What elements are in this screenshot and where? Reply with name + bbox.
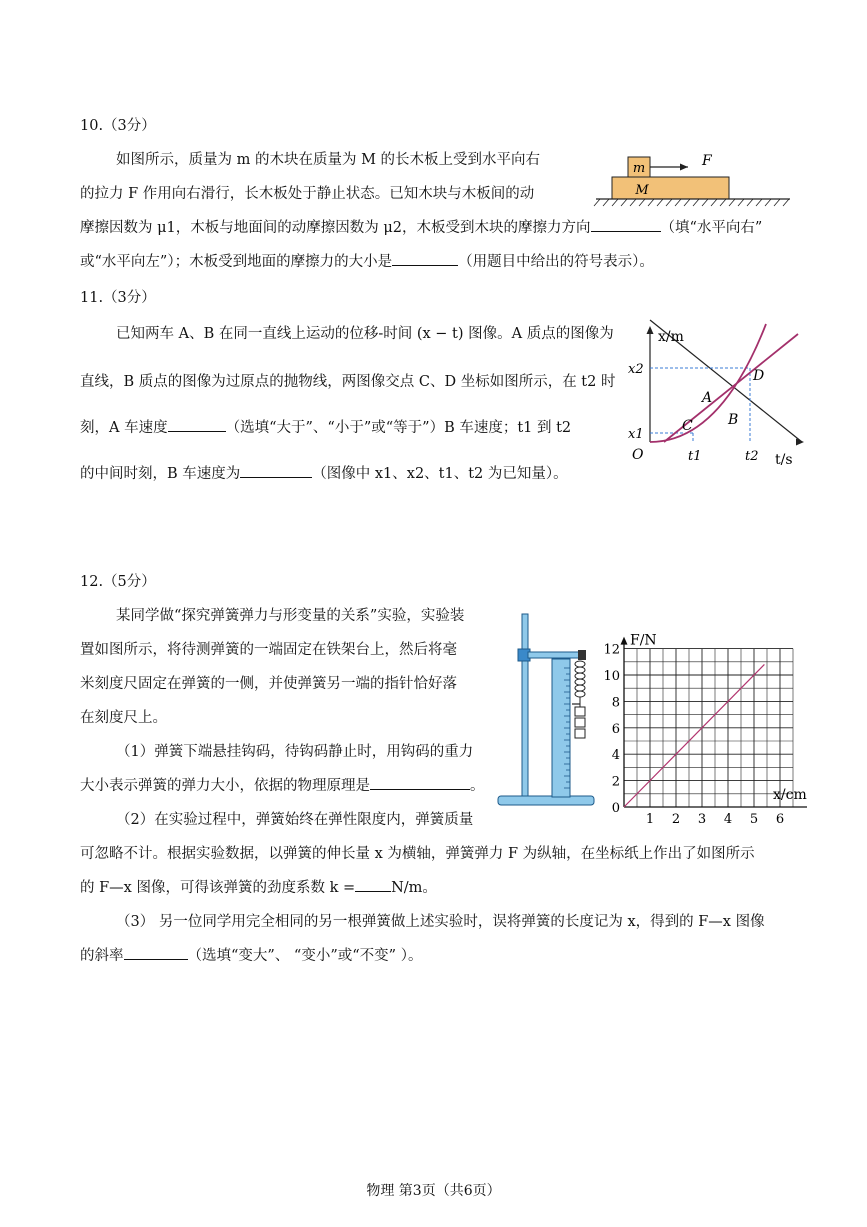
x-axis-arrow bbox=[647, 326, 654, 334]
y-tick-label: 10 bbox=[603, 669, 620, 684]
q10-text-line-1: 如图所示，质量为 m 的木块在质量为 M 的长木板上受到水平向右 bbox=[116, 152, 541, 168]
q12-answer-blank-3[interactable] bbox=[124, 945, 188, 960]
q12-para-line-4: 在刻度尺上。 bbox=[80, 710, 167, 726]
q10-text-line-3 bbox=[80, 216, 762, 237]
q12-answer-blank-1[interactable] bbox=[370, 775, 470, 790]
y-tick-label: 12 bbox=[603, 642, 620, 658]
q11-line-3-tail: （选填“大于”、“小于”或“等于”）B 车速度；t1 到 t2 bbox=[225, 420, 572, 436]
q10-block-figure bbox=[590, 145, 795, 215]
page-footer: 物理 第3页（共6页） bbox=[366, 1183, 501, 1199]
clamp-arm bbox=[528, 652, 584, 658]
origin-label: O bbox=[632, 447, 644, 463]
q11-line-4-tail: （图像中 x1、x2、t1、t2 为已知量）。 bbox=[312, 466, 568, 482]
x-tick-label: 2 bbox=[671, 812, 681, 827]
q10-text-line-2: 的拉力 F 作用向右滑行，长木板处于静止状态。已知木块与木板间的动 bbox=[80, 186, 535, 202]
force-arrow-head bbox=[680, 164, 688, 171]
point-D-label: D bbox=[753, 368, 765, 384]
y-tick-label: 2 bbox=[611, 774, 620, 790]
q11-text-line-2: 直线，B 质点的图像为过原点的抛物线，两图像交点 C、D 坐标如图所示，在 t2 时 bbox=[80, 374, 616, 390]
q10-line-4-tail: （用题目中给出的符号表示）。 bbox=[458, 254, 654, 270]
x-tick-label: 3 bbox=[697, 812, 707, 827]
q11-text-line-4 bbox=[80, 462, 568, 483]
q12-sub1-line-2 bbox=[80, 774, 485, 795]
y-tick-label: 4 bbox=[611, 748, 620, 764]
q11-answer-blank-2[interactable] bbox=[240, 463, 312, 478]
q12-heading: 12.（5分） bbox=[80, 574, 156, 590]
spring-apparatus-figure bbox=[494, 612, 604, 812]
q12-sub3-text: 的斜率 bbox=[80, 948, 124, 964]
q10-answer-blank-2[interactable] bbox=[392, 251, 458, 266]
long-board-M bbox=[612, 177, 729, 199]
curve-A-label: A bbox=[702, 390, 713, 406]
q10-answer-blank-1[interactable] bbox=[591, 217, 661, 232]
hook-weights bbox=[575, 707, 585, 738]
fx-x-axis-label: x/cm bbox=[773, 787, 807, 803]
fx-series-line bbox=[624, 664, 764, 807]
t2-label: t2 bbox=[745, 449, 759, 464]
q11-heading: 11.（3分） bbox=[80, 290, 156, 306]
stand-rod bbox=[522, 614, 528, 799]
q10-line-4-text: 或“水平向左”）；木板受到地面的摩擦力的大小是 bbox=[80, 254, 393, 270]
clamp-end bbox=[578, 650, 586, 660]
fx-y-axis-label: F/N bbox=[630, 632, 657, 649]
q11-xt-graph bbox=[620, 320, 810, 470]
force-label: F bbox=[702, 153, 712, 169]
q11-answer-blank-1[interactable] bbox=[168, 417, 226, 432]
q12-answer-blank-2[interactable] bbox=[355, 877, 391, 892]
q12-sub1-line-1: （1）弹簧下端悬挂钩码，待钩码静止时，用钩码的重力 bbox=[116, 744, 474, 760]
q12-sub3-line-1: （3） 另一位同学用完全相同的另一根弹簧做上述实验时，误将弹簧的长度记为 x，得到的 F—x 图像 bbox=[116, 914, 765, 930]
q11-line-4-text: 的中间时刻，B 车速度为 bbox=[80, 466, 241, 482]
q12-sub3-line-2 bbox=[80, 944, 422, 965]
q12-sub2-unit: N/m。 bbox=[391, 880, 437, 896]
x-axis-label: x/m bbox=[658, 329, 684, 345]
q12-sub2-line-1: （2）在实验过程中，弹簧始终在弹性限度内，弹簧质量 bbox=[116, 812, 474, 828]
ground-hatching bbox=[594, 199, 789, 206]
small-block-label: m bbox=[632, 161, 646, 176]
q12-para-line-2: 置如图所示，将待测弹簧的一端固定在铁架台上，然后将毫 bbox=[80, 642, 457, 658]
q12-para-line-3: 米刻度尺固定在弹簧的一侧，并使弹簧另一端的指针恰好落 bbox=[80, 676, 457, 692]
q12-sub2-line-2: 可忽略不计。根据实验数据，以弹簧的伸长量 x 为横轴，弹簧弹力 F 为纵轴，在坐标纸上作出了如图所示 bbox=[80, 846, 755, 862]
q11-text-line-1: 已知两车 A、B 在同一直线上运动的位移-时间 (x − t) 图像。A 质点的图像为 bbox=[116, 326, 614, 342]
q10-line-3-tail: （填“水平向右” bbox=[660, 220, 763, 236]
x1-label: x1 bbox=[628, 427, 644, 442]
x-tick-label: 6 bbox=[775, 812, 785, 827]
q10-heading: 10.（3分） bbox=[80, 118, 156, 134]
q10-line-3-text: 摩擦因数为 μ1，木板与地面间的动摩擦因数为 μ2，木板受到木块的摩擦力方向 bbox=[80, 220, 591, 236]
fx-tick-labels bbox=[603, 643, 784, 827]
y-tick-label: 6 bbox=[611, 721, 620, 737]
x-tick-label: 5 bbox=[749, 812, 759, 827]
x-tick-label: 1 bbox=[645, 812, 655, 827]
q11-line-3-text: 刻，A 车速度 bbox=[80, 420, 168, 436]
q12-sub1-text: 大小表示弹簧的弹力大小，依据的物理原理是 bbox=[80, 778, 370, 794]
y-tick-label: 0 bbox=[611, 801, 620, 816]
q12-sub1-end: 。 bbox=[470, 778, 485, 794]
curve-B-label: B bbox=[728, 412, 739, 428]
q12-para-line-1: 某同学做“探究弹簧弹力与形变量的关系”实验，实验装 bbox=[116, 608, 465, 624]
q12-sub2-line-3 bbox=[80, 876, 437, 897]
x2-label: x2 bbox=[628, 362, 644, 377]
y-axis-arrow bbox=[621, 637, 628, 645]
t-axis-label: t/s bbox=[775, 452, 793, 468]
spring-coil bbox=[575, 661, 585, 697]
x-tick-label: 4 bbox=[723, 812, 733, 827]
point-C-label: C bbox=[682, 418, 693, 434]
q10-text-line-4 bbox=[80, 250, 654, 271]
q12-sub3-tail: （选填“变大”、 “变小”或“不变” ）。 bbox=[187, 948, 423, 964]
fx-grid bbox=[624, 649, 793, 807]
stand-base bbox=[498, 796, 594, 805]
t-axis-arrow bbox=[796, 439, 804, 446]
long-board-label: M bbox=[635, 183, 649, 198]
t1-label: t1 bbox=[688, 449, 702, 464]
q11-text-line-3 bbox=[80, 416, 571, 437]
q12-sub2-text: 的 F—x 图像，可得该弹簧的劲度系数 k = bbox=[80, 880, 356, 896]
y-tick-label: 8 bbox=[611, 695, 620, 711]
fx-chart bbox=[603, 627, 811, 827]
